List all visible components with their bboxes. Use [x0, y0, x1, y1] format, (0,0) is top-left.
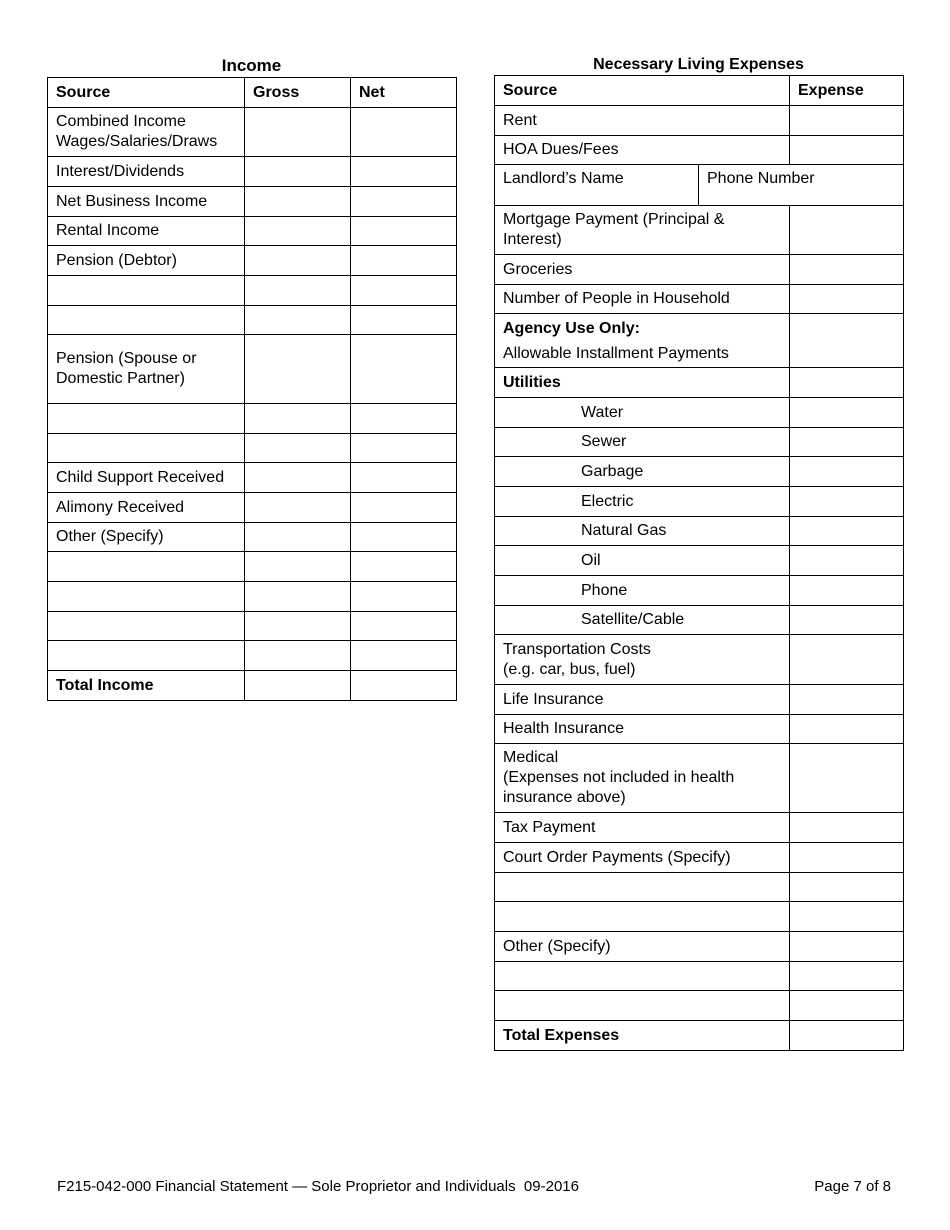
expenses-header-source: Source — [495, 76, 790, 106]
expense-input-health-insurance[interactable] — [790, 715, 904, 744]
table-row — [495, 285, 904, 314]
income-header-source: Source — [48, 78, 245, 108]
table-row — [48, 335, 457, 404]
income-gross-field[interactable] — [245, 187, 351, 217]
income-net-field[interactable] — [351, 306, 457, 335]
income-gross-field[interactable] — [245, 434, 351, 463]
table-row — [495, 873, 904, 902]
expense-input-rent[interactable] — [790, 106, 904, 136]
utility-expense-field[interactable] — [790, 428, 904, 457]
table-row — [495, 368, 904, 398]
expense-input-medical[interactable] — [790, 744, 904, 813]
income-source-cell: Interest/Dividends — [48, 157, 245, 187]
expense-input-tax-payment[interactable] — [790, 813, 904, 843]
table-row — [495, 991, 904, 1021]
expense-label-medical — [495, 744, 790, 813]
table-row — [495, 398, 904, 428]
income-source-cell: Child Support Received — [48, 463, 245, 493]
income-gross-field[interactable] — [245, 108, 351, 157]
expense-input-other[interactable] — [790, 932, 904, 962]
utility-label: Electric — [495, 487, 790, 517]
utility-label: Sewer — [495, 428, 790, 457]
blank-source-field[interactable] — [495, 902, 790, 932]
income-net-field[interactable] — [351, 108, 457, 157]
expense-label-mortgage: Mortgage Payment (Principal & Interest) — [495, 206, 790, 255]
agency-use-label: Agency Use Only: — [503, 319, 640, 337]
page-number: Page 7 of 8 — [814, 1178, 891, 1195]
transportation-line-2: (e.g. car, bus, fuel) — [503, 660, 636, 678]
income-gross-field[interactable] — [245, 493, 351, 523]
expense-label-rent: Rent — [495, 106, 790, 136]
utility-expense-field[interactable] — [790, 606, 904, 635]
income-header-net: Net — [351, 78, 457, 108]
utility-label: Garbage — [495, 457, 790, 487]
expense-label-other: Other (Specify) — [495, 932, 790, 962]
total-expenses-input[interactable] — [790, 1021, 904, 1051]
table-row — [495, 576, 904, 606]
table-row — [48, 493, 457, 523]
expense-input-transportation[interactable] — [790, 635, 904, 685]
income-gross-field[interactable] — [245, 157, 351, 187]
table-row — [495, 206, 904, 255]
expense-label-health-insurance: Health Insurance — [495, 715, 790, 744]
expense-input-hoa[interactable] — [790, 136, 904, 165]
table-row — [495, 843, 904, 873]
utility-expense-field[interactable] — [790, 576, 904, 606]
table-row — [495, 106, 904, 136]
table-row — [495, 962, 904, 991]
blank-expense-field[interactable] — [790, 962, 904, 991]
expenses-header-expense: Expense — [790, 76, 904, 106]
table-row — [495, 487, 904, 517]
table-row — [495, 255, 904, 285]
income-source-cell — [48, 434, 245, 463]
total-income-label: Total Income — [48, 671, 245, 701]
expense-input-life-insurance[interactable] — [790, 685, 904, 715]
income-table — [47, 77, 457, 701]
table-row — [495, 715, 904, 744]
utility-label: Oil — [495, 546, 790, 576]
utility-expense-field[interactable] — [790, 517, 904, 546]
expense-label-tax-payment: Tax Payment — [495, 813, 790, 843]
income-source-cell: Net Business Income — [48, 187, 245, 217]
utility-label: Water — [495, 398, 790, 428]
expense-label-people: Number of People in Household — [495, 285, 790, 314]
income-source-cell: Combined Income Wages/Salaries/Draws — [48, 108, 245, 157]
income-source-cell — [48, 552, 245, 582]
table-row — [495, 1021, 904, 1051]
income-net-field[interactable] — [351, 187, 457, 217]
income-source-cell — [48, 582, 245, 612]
income-net-field[interactable] — [351, 493, 457, 523]
table-row — [48, 404, 457, 434]
income-gross-field[interactable] — [245, 246, 351, 276]
table-row — [48, 552, 457, 582]
table-row — [495, 136, 904, 165]
expense-input-groceries[interactable] — [790, 255, 904, 285]
blank-expense-field[interactable] — [790, 902, 904, 932]
income-title: Income — [221, 56, 282, 75]
table-row — [495, 606, 904, 635]
expense-input-utilities[interactable] — [790, 368, 904, 398]
income-source-cell: Other (Specify) — [48, 523, 245, 552]
income-source-cell — [48, 612, 245, 641]
table-row — [495, 165, 904, 206]
medical-line-2: (Expenses not included in health insurance above) — [503, 769, 735, 806]
income-gross-field[interactable] — [245, 641, 351, 671]
income-gross-field[interactable] — [245, 306, 351, 335]
income-gross-field[interactable] — [245, 335, 351, 404]
table-row — [48, 187, 457, 217]
income-net-field[interactable] — [351, 612, 457, 641]
utility-label: Phone — [495, 576, 790, 606]
expense-input-court-order[interactable] — [790, 843, 904, 873]
expense-input-mortgage[interactable] — [790, 206, 904, 255]
transportation-line-1: Transportation Costs — [503, 640, 651, 658]
table-row — [48, 108, 457, 157]
income-net-field[interactable] — [351, 404, 457, 434]
income-net-field[interactable] — [351, 434, 457, 463]
utility-expense-field[interactable] — [790, 398, 904, 428]
table-row — [495, 685, 904, 715]
table-row — [495, 517, 904, 546]
table-row — [495, 635, 904, 685]
utility-expense-field[interactable] — [790, 546, 904, 576]
total-income-gross-field[interactable] — [245, 671, 351, 701]
income-source-cell — [48, 404, 245, 434]
table-row — [48, 276, 457, 306]
table-row — [48, 523, 457, 552]
utility-expense-field[interactable] — [790, 457, 904, 487]
table-row — [495, 314, 904, 368]
expense-label-utilities: Utilities — [495, 368, 790, 398]
landlord-name-field[interactable]: Landlord’s Name — [495, 165, 699, 206]
income-gross-field[interactable] — [245, 404, 351, 434]
table-row — [495, 457, 904, 487]
table-row — [48, 582, 457, 612]
income-source-cell: Pension (Debtor) — [48, 246, 245, 276]
income-source-cell — [48, 306, 245, 335]
expense-label-agency — [495, 314, 790, 368]
table-row — [48, 434, 457, 463]
income-net-field[interactable] — [351, 157, 457, 187]
expenses-table — [494, 75, 904, 1051]
income-net-field[interactable] — [351, 335, 457, 404]
income-net-field[interactable] — [351, 246, 457, 276]
expense-label-transportation — [495, 635, 790, 685]
total-income-net-field[interactable] — [351, 671, 457, 701]
income-header-gross: Gross — [245, 78, 351, 108]
table-row — [495, 428, 904, 457]
table-row — [495, 902, 904, 932]
income-source-cell — [48, 276, 245, 306]
table-row — [495, 744, 904, 813]
expenses-title: Necessary Living Expenses — [593, 56, 804, 73]
table-row — [495, 546, 904, 576]
blank-expense-field[interactable] — [790, 991, 904, 1021]
expense-input-people[interactable] — [790, 285, 904, 314]
blank-source-field[interactable] — [495, 873, 790, 902]
blank-source-field[interactable] — [495, 962, 790, 991]
phone-number-field[interactable]: Phone Number — [699, 165, 904, 206]
income-net-field[interactable] — [351, 217, 457, 246]
agency-use-text: Allowable Installment Payments — [503, 344, 729, 362]
income-gross-field[interactable] — [245, 523, 351, 552]
expense-input-agency[interactable] — [790, 314, 904, 368]
table-row — [48, 157, 457, 187]
table-row — [48, 463, 457, 493]
table-row — [48, 217, 457, 246]
income-gross-field[interactable] — [245, 276, 351, 306]
expense-label-hoa: HOA Dues/Fees — [495, 136, 790, 165]
income-net-field[interactable] — [351, 641, 457, 671]
income-gross-field[interactable] — [245, 217, 351, 246]
total-expenses-label: Total Expenses — [495, 1021, 790, 1051]
blank-source-field[interactable] — [495, 991, 790, 1021]
income-source-cell: Rental Income — [48, 217, 245, 246]
utility-expense-field[interactable] — [790, 487, 904, 517]
income-net-field[interactable] — [351, 463, 457, 493]
income-gross-field[interactable] — [245, 582, 351, 612]
income-source-cell: Alimony Received — [48, 493, 245, 523]
income-net-field[interactable] — [351, 552, 457, 582]
income-net-field[interactable] — [351, 582, 457, 612]
income-source-cell — [48, 641, 245, 671]
expense-label-life-insurance: Life Insurance — [495, 685, 790, 715]
blank-expense-field[interactable] — [790, 873, 904, 902]
table-row — [48, 246, 457, 276]
income-source-cell: Pension (Spouse or Domestic Partner) — [48, 335, 245, 404]
table-row — [495, 932, 904, 962]
table-row — [48, 671, 457, 701]
medical-line-1: Medical — [503, 749, 559, 766]
table-row — [495, 813, 904, 843]
income-net-field[interactable] — [351, 276, 457, 306]
income-net-field[interactable] — [351, 523, 457, 552]
income-gross-field[interactable] — [245, 612, 351, 641]
income-gross-field[interactable] — [245, 463, 351, 493]
utility-label: Satellite/Cable — [495, 606, 790, 635]
expense-label-groceries: Groceries — [495, 255, 790, 285]
form-id: F215-042-000 Financial Statement — Sole Proprietor and Individuals 09-2016 — [57, 1178, 579, 1195]
income-gross-field[interactable] — [245, 552, 351, 582]
table-row — [48, 641, 457, 671]
table-row — [48, 612, 457, 641]
table-row — [48, 306, 457, 335]
expense-label-court-order: Court Order Payments (Specify) — [495, 843, 790, 873]
utility-label: Natural Gas — [495, 517, 790, 546]
